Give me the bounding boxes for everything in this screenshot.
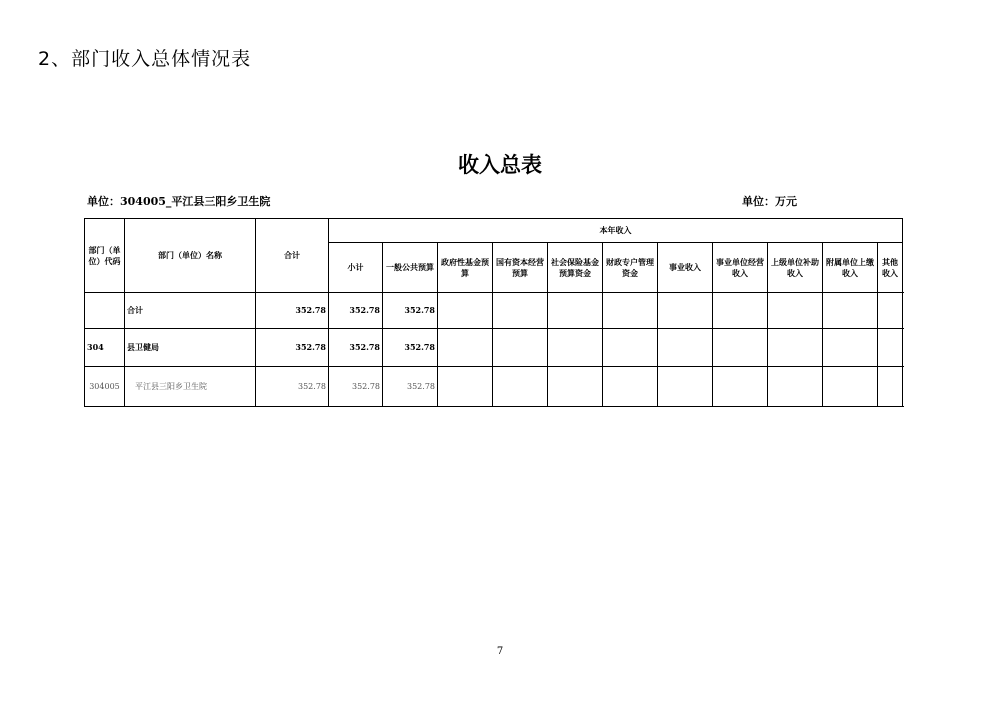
- table-title: 收入总表: [458, 153, 542, 177]
- header-row-1: [85, 219, 903, 243]
- header-col-gov-fund: 政府性基金预算: [438, 243, 493, 293]
- header-code: 部门（单位）代码: [85, 219, 125, 293]
- table-row: [85, 293, 903, 329]
- header-col-subtotal: 小计: [329, 243, 383, 293]
- cell-code: 304005: [85, 367, 125, 407]
- cell-name: 县卫健局: [125, 329, 256, 367]
- cell-code: [85, 293, 125, 329]
- header-col-general-budget: 一般公共预算: [383, 243, 438, 293]
- header-col-superior-subsidy: 上级单位补助收入: [768, 243, 823, 293]
- page-number: 7: [496, 646, 504, 657]
- header-col-business-income: 事业收入: [658, 243, 713, 293]
- header-col-subordinate-remit: 附属单位上缴收入: [823, 243, 878, 293]
- cell-code: 304: [85, 329, 125, 367]
- income-summary-table: [84, 218, 903, 407]
- unit-label-department: 单位：304005_平江县三阳乡卫生院: [87, 195, 271, 208]
- header-current-year: 本年收入: [329, 219, 903, 243]
- header-name: 部门（单位）名称: [125, 219, 256, 293]
- cell-name: 合计: [125, 293, 256, 329]
- cell-general-budget: 352.78: [383, 329, 438, 367]
- cell-total: 352.78: [256, 293, 329, 329]
- cell-subtotal: 352.78: [329, 293, 383, 329]
- cell-total: 352.78: [256, 329, 329, 367]
- header-col-other: 其他收入: [878, 243, 903, 293]
- cell-general-budget: 352.78: [383, 293, 438, 329]
- table-row: [85, 329, 903, 367]
- header-col-social-insurance: 社会保险基金预算资金: [548, 243, 603, 293]
- cell-general-budget: 352.78: [383, 367, 438, 407]
- header-col-special-account: 财政专户管理资金: [603, 243, 658, 293]
- cell-subtotal: 352.78: [329, 329, 383, 367]
- header-total: 合计: [256, 219, 329, 293]
- header-col-state-capital: 国有资本经营预算: [493, 243, 548, 293]
- unit-label-currency: 单位：万元: [742, 195, 797, 208]
- cell-subtotal: 352.78: [329, 367, 383, 407]
- table-row: [85, 367, 903, 407]
- cell-name: 平江县三阳乡卫生院: [125, 367, 256, 407]
- cell-total: 352.78: [256, 367, 329, 407]
- header-col-business-operating: 事业单位经营收入: [713, 243, 768, 293]
- section-heading: 2、部门收入总体情况表: [38, 48, 252, 70]
